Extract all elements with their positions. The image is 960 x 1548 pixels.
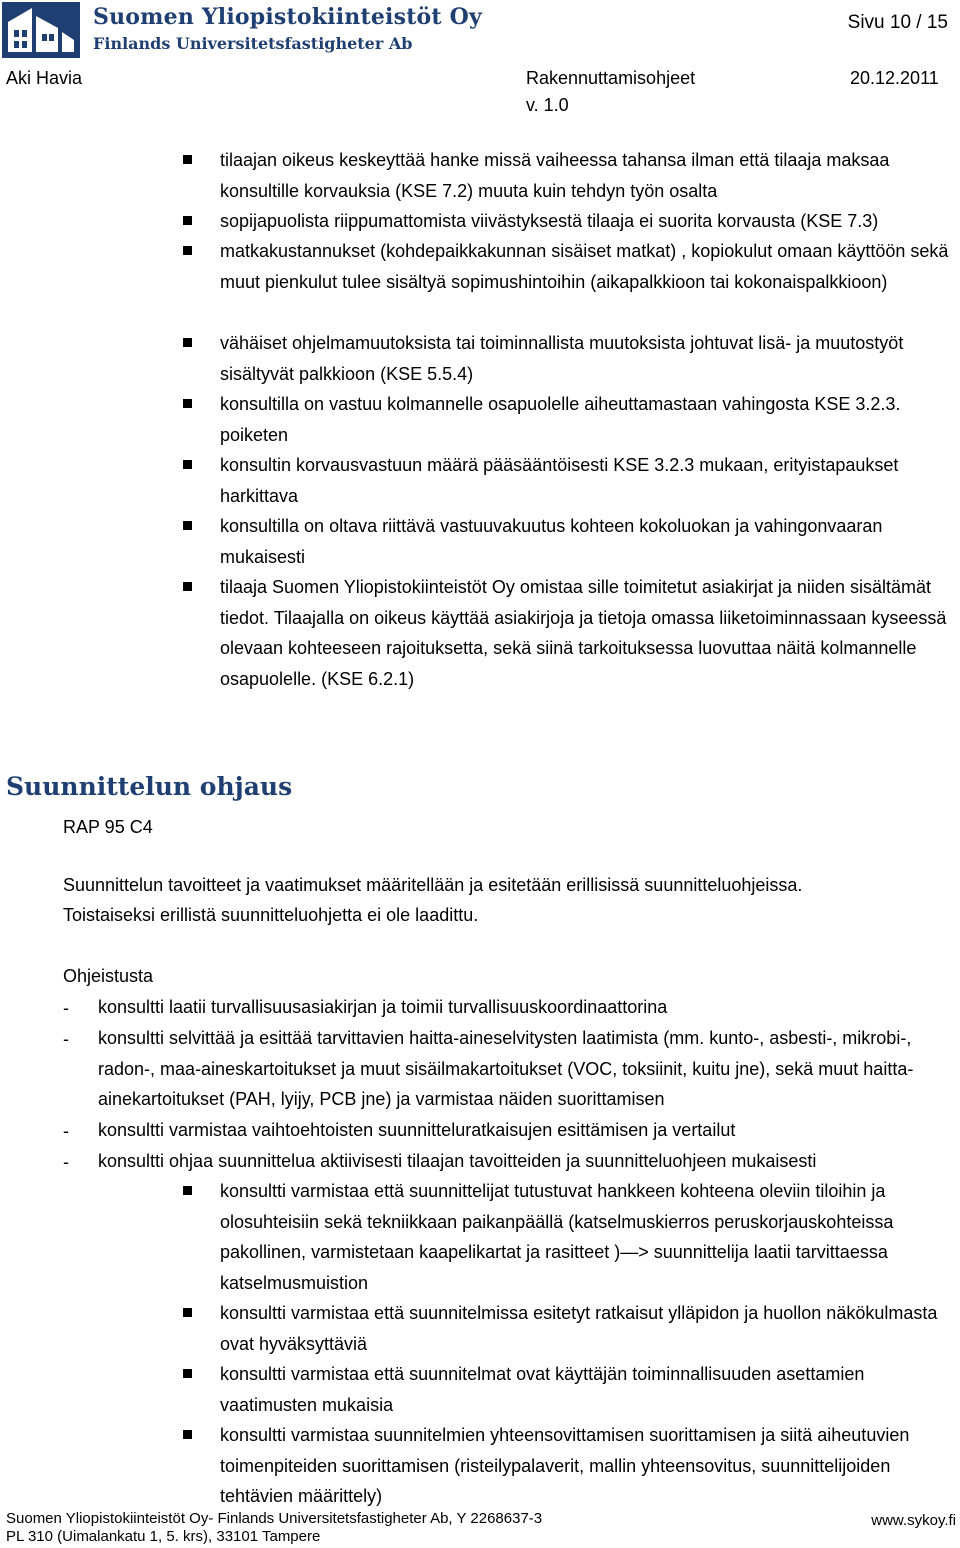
list-item: konsultilla on vastuu kolmannelle osapuolelle aiheuttamastaan vahingosta KSE 3.2.3. poiketen <box>220 389 960 450</box>
list-item: matkakustannukset (kohdepaikkakunnan sisäiset matkat) , kopiokulut omaan käyttöön sekä muut pienkulut tulee sisältyä sopimushintoihin (aikapalkkioon tai kokonaispalkkioon) <box>220 236 960 297</box>
list-item: tilaaja Suomen Yliopistokiinteistöt Oy omistaa sille toimitetut asiakirjat ja niiden sisältämät tiedot. Tilaajalla on oikeus käyttää asiakirjoja ja tietoja omassa liiketoiminnassaan kyseessä olevaan kohteeseen rajoituksetta, sekä siinä tarkoituksessa luovuttaa näitä kolmannelle osapuolelle. (KSE 6.2.1) <box>220 572 960 694</box>
footer-company: Suomen Yliopistokiinteistöt Oy- Finlands Universitetsfastigheter Ab, Y 2268637-3 <box>6 1510 543 1527</box>
list-item: konsultti selvittää ja esittää tarvittavien haitta-aineselvitysten laatimista (mm. kunto-, asbesti-, mikrobi-, radon-, maa-aineskartoitukset ja muut sisäilmakartoitukset (VOC, toksiinit, kuitu jne), sekä muut haitta-ainekartoitukset (PAH, lyijy, PCB jne) ja varmistaa näiden suorittamisen <box>98 1028 914 1110</box>
paragraph: Toistaiseksi erillistä suunnitteluohjetta ei ole laadittu. <box>63 905 479 925</box>
list-item: konsultin korvausvastuun määrä pääsääntöisesti KSE 3.2.3 mukaan, erityistapaukset harkittava <box>220 450 960 511</box>
dash-marker: - <box>63 1029 69 1049</box>
dash-marker: - <box>63 1121 69 1141</box>
author: Aki Havia <box>6 68 83 88</box>
list-item: vähäiset ohjelmamuutoksista tai toiminnallista muutoksista johtuvat lisä- ja muutostyöt sisältyvät palkkioon (KSE 5.5.4) <box>220 328 960 389</box>
footer-website-link[interactable]: www.sykoy.fi <box>871 1512 956 1529</box>
document-title: Rakennuttamisohjeet <box>526 68 696 88</box>
section-heading: Suunnittelun ohjaus <box>6 772 293 801</box>
list-item: konsultti varmistaa että suunnitelmissa esitetyt ratkaisut ylläpidon ja huollon näkökulmasta ovat hyväksyttäviä <box>220 1298 960 1359</box>
org-name-swedish: Finlands Universitetsfastigheter Ab <box>93 34 413 53</box>
dash-marker: - <box>63 1152 69 1172</box>
list-item: sopijapuolista riippumattomista viivästyksestä tilaaja ei suorita korvausta (KSE 7.3) <box>220 206 960 237</box>
paragraph: Suunnittelun tavoitteet ja vaatimukset määritellään ja esitetään erillisissä suunnitteluohjeissa. <box>63 875 803 895</box>
org-name-finnish: Suomen Yliopistokiinteistöt Oy <box>93 4 483 30</box>
section-reference: RAP 95 C4 <box>63 817 153 837</box>
list-item: konsultti varmistaa vaihtoehtoisten suunnitteluratkaisujen esittämisen ja vertailut <box>98 1120 736 1140</box>
list-item: konsultti varmistaa suunnitelmien yhteensovittamisen suorittamisen ja siitä aiheutuvien toimenpiteiden suorittamisen (risteilypalaverit, mallin yhteensovitus, suunnittelijoiden tehtävien määrittely) <box>220 1420 960 1512</box>
dash-marker: - <box>63 998 69 1018</box>
list-item: konsultti varmistaa että suunnittelijat tutustuvat hankkeen kohteena oleviin tiloihin ja olosuhteisiin sekä tekniikkaan paikanpäällä (katselmuskierros peruskorjauskohteissa pakollinen, varmistetaan kaapelikartat ja rasitteet )—> suunnittelija laatii tarvittaessa katselmusmuistion <box>220 1176 960 1298</box>
list-item: konsultti varmistaa että suunnitelmat ovat käyttäjän toiminnallisuuden asettamien vaatimusten mukaisia <box>220 1359 960 1420</box>
footer-address: PL 310 (Uimalankatu 1, 5. krs), 33101 Tampere <box>6 1528 321 1545</box>
document-version: v. 1.0 <box>526 95 569 115</box>
list-item: konsultti laatii turvallisuusasiakirjan ja toimii turvallisuuskoordinaattorina <box>98 997 668 1017</box>
list-item: konsultilla on oltava riittävä vastuuvakuutus kohteen kokoluokan ja vahingonvaaran mukaisesti <box>220 511 960 572</box>
company-logo <box>2 2 80 58</box>
list-item: tilaajan oikeus keskeyttää hanke missä vaiheessa tahansa ilman että tilaaja maksaa konsultille korvauksia (KSE 7.2) muuta kuin tehdyn työn osalta <box>220 145 960 206</box>
page-number: Sivu 10 / 15 <box>847 12 948 33</box>
subheading: Ohjeistusta <box>63 966 154 986</box>
document-date: 20.12.2011 <box>850 68 939 88</box>
list-item: konsultti ohjaa suunnittelua aktiivisesti tilaajan tavoitteiden ja suunnitteluohjeen mukaisesti <box>98 1151 817 1171</box>
